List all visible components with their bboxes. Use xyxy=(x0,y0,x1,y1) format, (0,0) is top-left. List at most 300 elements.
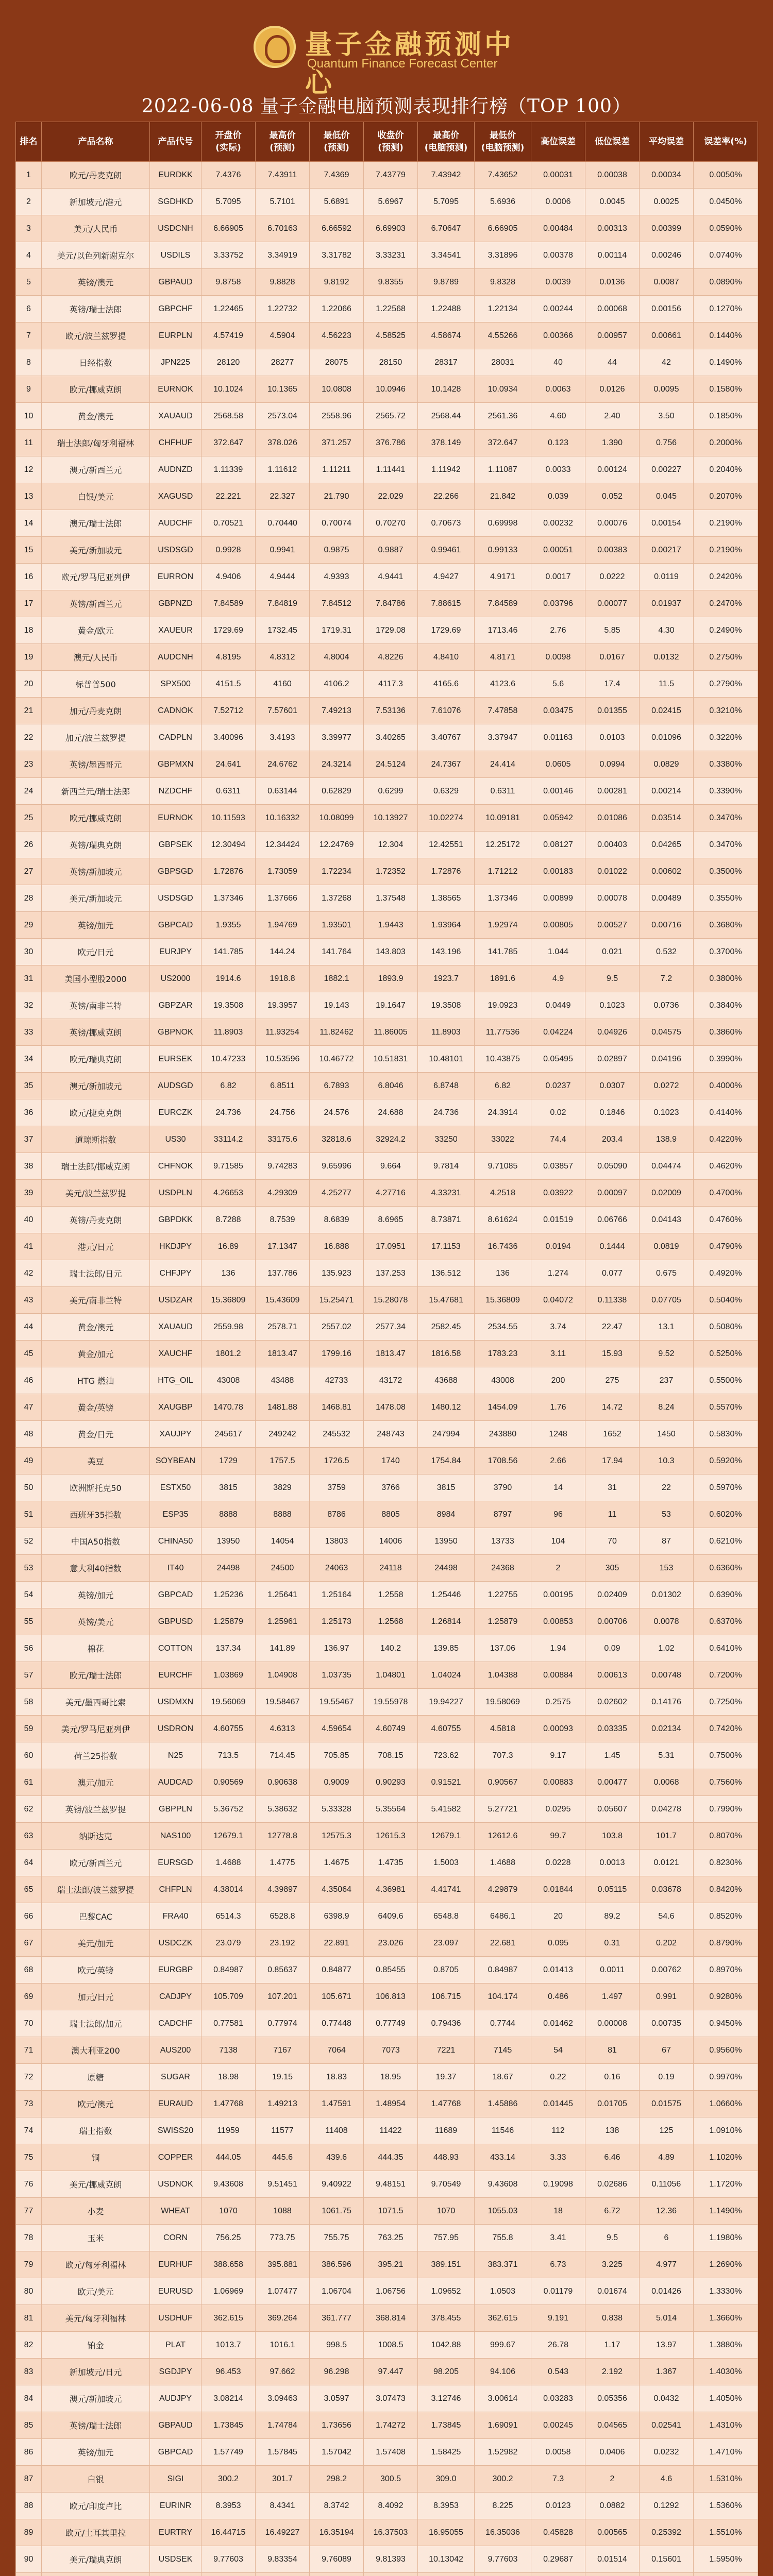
col-header-open: 开盘价 (实际) xyxy=(201,122,256,162)
cell-open: 2568.58 xyxy=(201,403,256,430)
cell-avg-err: 0.00227 xyxy=(640,456,694,483)
cell-open: 713.5 xyxy=(201,1742,256,1769)
cell-low: 22.891 xyxy=(310,1930,364,1957)
cell-avg-err: 0.04196 xyxy=(640,1046,694,1073)
cell-err-rate: 0.3210% xyxy=(694,698,758,724)
cell-code: GBPUSD xyxy=(150,1608,201,1635)
cell-low: 1.06704 xyxy=(310,2278,364,2305)
cell-close: 19.1647 xyxy=(364,992,418,1019)
cell-high: 24.6762 xyxy=(256,751,310,778)
cell-avg-err: 9.52 xyxy=(640,1341,694,1367)
cell-name: 英镑/加元 xyxy=(42,2439,150,2466)
cell-low: 998.5 xyxy=(310,2332,364,2359)
ranking-table-wrap xyxy=(15,122,758,2576)
cell-rank: 47 xyxy=(16,1394,42,1421)
cell-close: 1.48954 xyxy=(364,2091,418,2117)
cell-low: 755.75 xyxy=(310,2225,364,2251)
cell-high: 2573.04 xyxy=(256,403,310,430)
cell-code: GBPNZD xyxy=(150,590,201,617)
cell-err-rate: 0.7250% xyxy=(694,1689,758,1716)
cell-name: 欧元/丹麦克朗 xyxy=(42,162,150,189)
cell-name xyxy=(42,2573,150,2576)
cell-low-err: 0.0167 xyxy=(585,644,640,671)
cell-open: 8.7288 xyxy=(201,1207,256,1233)
cell-high: 3.34919 xyxy=(256,242,310,269)
cell-name: 欧元/挪威克朗 xyxy=(42,376,150,403)
cell-rank: 31 xyxy=(16,965,42,992)
cell-high-err: 0.00378 xyxy=(531,242,585,269)
cell-high-fc: 9.70549 xyxy=(418,2171,475,2198)
cell-high: 10.1365 xyxy=(256,376,310,403)
cell-low-fc: 9.71085 xyxy=(475,1153,531,1180)
cell-low-err: 9.5 xyxy=(585,2225,640,2251)
cell-low-fc: 1.22134 xyxy=(475,296,531,323)
cell-name: 澳元/加元 xyxy=(42,1769,150,1796)
cell-low-err: 0.00281 xyxy=(585,778,640,805)
cell-low-fc: 1.52982 xyxy=(475,2439,531,2466)
cell-low-err: 0.0011 xyxy=(585,1957,640,1984)
cell-code: CADNOK xyxy=(150,698,201,724)
cell-avg-err: 0.0232 xyxy=(640,2439,694,2466)
cell-open: 1.57749 xyxy=(201,2439,256,2466)
cell-low: 19.143 xyxy=(310,992,364,1019)
cell-err-rate: 1.5360% xyxy=(694,2493,758,2519)
cell-high-fc: 3.34541 xyxy=(418,242,475,269)
cell-code: EURRON xyxy=(150,564,201,590)
cell-rank: 26 xyxy=(16,832,42,858)
col-header-product-name: 产品名称 xyxy=(42,122,150,162)
table-row xyxy=(16,483,758,510)
cell-high-fc: 9.8789 xyxy=(418,269,475,296)
cell-low-fc: 1.4688 xyxy=(475,1850,531,1876)
cell-avg-err: 0.1292 xyxy=(640,2493,694,2519)
cell-rank: 87 xyxy=(16,2466,42,2493)
cell-low-fc: 362.615 xyxy=(475,2305,531,2332)
cell-name: 瑞士法郎/波兰兹罗提 xyxy=(42,1876,150,1903)
cell-close: 1.37548 xyxy=(364,885,418,912)
cell-avg-err: 0.03514 xyxy=(640,805,694,832)
cell-high-err: 54 xyxy=(531,2037,585,2064)
cell-low-fc: 4.2518 xyxy=(475,1180,531,1207)
cell-avg-err: 7.2 xyxy=(640,965,694,992)
table-row xyxy=(16,1501,758,1528)
cell-rank: 25 xyxy=(16,805,42,832)
cell-high: 0.9941 xyxy=(256,537,310,564)
cell-low-fc: 13733 xyxy=(475,1528,531,1555)
cell-high-fc: 43688 xyxy=(418,1367,475,1394)
cell-low-fc: 4123.6 xyxy=(475,671,531,698)
cell-err-rate: 0.5830% xyxy=(694,1421,758,1448)
cell-low-fc: 33022 xyxy=(475,1126,531,1153)
cell-low-err: 0.0103 xyxy=(585,724,640,751)
cell-low: 439.6 xyxy=(310,2144,364,2171)
cell-avg-err: 0.01575 xyxy=(640,2091,694,2117)
cell-name: 原糖 xyxy=(42,2064,150,2091)
cell-low: 386.596 xyxy=(310,2251,364,2278)
cell-high: 28277 xyxy=(256,349,310,376)
cell-open: 23.079 xyxy=(201,1930,256,1957)
cell-high-err: 0.00245 xyxy=(531,2412,585,2439)
cell-high: 6.8511 xyxy=(256,1073,310,1099)
cell-high-err: 0.0033 xyxy=(531,456,585,483)
cell-rank: 71 xyxy=(16,2037,42,2064)
cell-high: 11577 xyxy=(256,2117,310,2144)
cell-low: 5.6891 xyxy=(310,189,364,215)
brand-logo-row xyxy=(0,19,773,99)
cell-high-fc: 0.99461 xyxy=(418,537,475,564)
cell-high-err: 9.17 xyxy=(531,1742,585,1769)
cell-err-rate: 0.9450% xyxy=(694,2010,758,2037)
cell-rank: 32 xyxy=(16,992,42,1019)
cell-low: 1.22066 xyxy=(310,296,364,323)
cell-name: 美元/新加坡元 xyxy=(42,885,150,912)
cell-low-fc: 8797 xyxy=(475,1501,531,1528)
cell-err-rate: 0.3220% xyxy=(694,724,758,751)
cell-err-rate: 0.0050% xyxy=(694,162,758,189)
cell-open: 2559.98 xyxy=(201,1314,256,1341)
cell-low: 141.764 xyxy=(310,939,364,965)
col-header-high-forecast: 最高价 (电脑预测) xyxy=(418,122,475,162)
cell-low-err: 0.02409 xyxy=(585,1582,640,1608)
cell-err-rate: 0.7990% xyxy=(694,1796,758,1823)
cell-high-err: 0.0194 xyxy=(531,1233,585,1260)
cell-err-rate: 0.8230% xyxy=(694,1850,758,1876)
cell-low-err xyxy=(585,2573,640,2576)
cell-name: 英镑/瑞士法郎 xyxy=(42,2412,150,2439)
cell-avg-err: 5.014 xyxy=(640,2305,694,2332)
cell-low: 705.85 xyxy=(310,1742,364,1769)
cell-err-rate: 0.8970% xyxy=(694,1957,758,1984)
cell-open: 444.05 xyxy=(201,2144,256,2171)
cell-name: 欧元/土耳其里拉 xyxy=(42,2519,150,2546)
cell-low-fc: 0.84987 xyxy=(475,1957,531,1984)
cell-avg-err: 0.02134 xyxy=(640,1716,694,1742)
cell-code: CHFHUF xyxy=(150,430,201,456)
cell-low-err: 0.00078 xyxy=(585,885,640,912)
cell-low: 6.66592 xyxy=(310,215,364,242)
cell-high: 1.07477 xyxy=(256,2278,310,2305)
cell-high: 1757.5 xyxy=(256,1448,310,1475)
cell-rank: 85 xyxy=(16,2412,42,2439)
cell-avg-err: 0.00246 xyxy=(640,242,694,269)
cell-close: 10.13927 xyxy=(364,805,418,832)
table-row xyxy=(16,2278,758,2305)
cell-name: 加元/波兰兹罗提 xyxy=(42,724,150,751)
cell-low: 1.37268 xyxy=(310,885,364,912)
cell-err-rate: 0.1850% xyxy=(694,403,758,430)
table-row xyxy=(16,1528,758,1555)
cell-code: GBPZAR xyxy=(150,992,201,1019)
cell-low-fc: 0.90567 xyxy=(475,1769,531,1796)
cell-avg-err: 0.00735 xyxy=(640,2010,694,2037)
cell-low: 7.84512 xyxy=(310,590,364,617)
cell-low-err: 22.47 xyxy=(585,1314,640,1341)
cell-avg-err: 0.00399 xyxy=(640,215,694,242)
cell-low-fc: 8.61624 xyxy=(475,1207,531,1233)
table-row xyxy=(16,1421,758,1448)
cell-avg-err: 0.991 xyxy=(640,1984,694,2010)
cell-open: 4.57419 xyxy=(201,323,256,349)
cell-avg-err: 0.11056 xyxy=(640,2171,694,2198)
cell-low-fc: 10.43875 xyxy=(475,1046,531,1073)
cell-high: 1088 xyxy=(256,2198,310,2225)
cell-err-rate: 0.3380% xyxy=(694,751,758,778)
cell-name: 美元/挪威克朗 xyxy=(42,2171,150,2198)
cell-high: 1.49213 xyxy=(256,2091,310,2117)
cell-high-fc: 139.85 xyxy=(418,1635,475,1662)
cell-low-err: 0.00038 xyxy=(585,162,640,189)
cell-avg-err: 0.00762 xyxy=(640,1957,694,1984)
table-row xyxy=(16,2010,758,2037)
cell-low-fc: 6486.1 xyxy=(475,1903,531,1930)
cell-code: SPX500 xyxy=(150,671,201,698)
cell-name: 澳元/新西兰元 xyxy=(42,456,150,483)
cell-low-fc: 16.7436 xyxy=(475,1233,531,1260)
cell-low-fc: 22.681 xyxy=(475,1930,531,1957)
table-row xyxy=(16,778,758,805)
cell-err-rate: 0.0890% xyxy=(694,269,758,296)
cell-high: 1.73059 xyxy=(256,858,310,885)
cell-avg-err: 0.02541 xyxy=(640,2412,694,2439)
cell-low: 1719.31 xyxy=(310,617,364,644)
cell-high-fc: 24.736 xyxy=(418,1099,475,1126)
cell-err-rate: 1.5950% xyxy=(694,2546,758,2573)
cell-high: 2578.71 xyxy=(256,1314,310,1341)
cell-high-err: 4.9 xyxy=(531,965,585,992)
cell-avg-err: 0.00154 xyxy=(640,510,694,537)
cell-open: 9.77603 xyxy=(201,2546,256,2573)
table-row xyxy=(16,1796,758,1823)
cell-name: 欧元/新西兰元 xyxy=(42,1850,150,1876)
cell-avg-err: 237 xyxy=(640,1367,694,1394)
cell-code: USDSGD xyxy=(150,537,201,564)
cell-high-fc: 98.205 xyxy=(418,2359,475,2385)
table-row xyxy=(16,1850,758,1876)
cell-low: 24.3214 xyxy=(310,751,364,778)
cell-open: 0.84987 xyxy=(201,1957,256,1984)
cell-close: 7.53136 xyxy=(364,698,418,724)
cell-low: 1799.16 xyxy=(310,1341,364,1367)
cell-low: 4.9393 xyxy=(310,564,364,590)
cell-avg-err: 0.03678 xyxy=(640,1876,694,1903)
cell-err-rate: 0.7420% xyxy=(694,1716,758,1742)
cell-avg-err: 0.532 xyxy=(640,939,694,965)
cell-name: 澳元/瑞士法郎 xyxy=(42,510,150,537)
cell-high-err: 0.01519 xyxy=(531,1207,585,1233)
cell-close: 3.33231 xyxy=(364,242,418,269)
cell-avg-err: 1.02 xyxy=(640,1635,694,1662)
cell-rank: 43 xyxy=(16,1287,42,1314)
cell-name: HTG 燃油 xyxy=(42,1367,150,1394)
cell-low-err: 14.72 xyxy=(585,1394,640,1421)
table-row xyxy=(16,1260,758,1287)
cell-code: XAUAUD xyxy=(150,1314,201,1341)
cell-low: 1.03735 xyxy=(310,1662,364,1689)
cell-low: 361.777 xyxy=(310,2305,364,2332)
cell-high: 0.85637 xyxy=(256,1957,310,1984)
cell-open: 7.52712 xyxy=(201,698,256,724)
cell-high-err: 5.6 xyxy=(531,671,585,698)
cell-high-err: 0.0006 xyxy=(531,189,585,215)
cell-high-err: 2.66 xyxy=(531,1448,585,1475)
table-row xyxy=(16,2117,758,2144)
cell-err-rate: 1.4710% xyxy=(694,2439,758,2466)
cell-high-err: 0.01844 xyxy=(531,1876,585,1903)
cell-high-err: 0.03796 xyxy=(531,590,585,617)
cell-code: GBPPLN xyxy=(150,1796,201,1823)
cell-name: 欧元/匈牙利福林 xyxy=(42,2251,150,2278)
cell-low-fc: 372.647 xyxy=(475,430,531,456)
cell-avg-err: 0.01302 xyxy=(640,1582,694,1608)
cell-err-rate: 0.0450% xyxy=(694,189,758,215)
cell-high: 24500 xyxy=(256,1555,310,1582)
cell-low-fc: 28031 xyxy=(475,349,531,376)
cell-open: 13950 xyxy=(201,1528,256,1555)
table-row xyxy=(16,751,758,778)
cell-close: 2577.34 xyxy=(364,1314,418,1341)
cell-code: EURNOK xyxy=(150,805,201,832)
cell-open: 1.22465 xyxy=(201,296,256,323)
cell-open: 19.3508 xyxy=(201,992,256,1019)
cell-code: USDCZK xyxy=(150,1930,201,1957)
cell-high-fc: 0.79436 xyxy=(418,2010,475,2037)
cell-low: 4106.2 xyxy=(310,671,364,698)
page-header xyxy=(0,0,773,133)
cell-open: 137.34 xyxy=(201,1635,256,1662)
cell-code: USDRON xyxy=(150,1716,201,1742)
cell-err-rate: 0.5570% xyxy=(694,1394,758,1421)
cell-high-err: 96 xyxy=(531,1501,585,1528)
cell-open: 141.785 xyxy=(201,939,256,965)
cell-err-rate: 0.6210% xyxy=(694,1528,758,1555)
cell-err-rate: 1.4050% xyxy=(694,2385,758,2412)
cell-code: EURSEK xyxy=(150,1046,201,1073)
cell-low: 3759 xyxy=(310,1475,364,1501)
cell-close: 9.81393 xyxy=(364,2546,418,2573)
cell-high-err: 0.0017 xyxy=(531,564,585,590)
cell-avg-err: 6 xyxy=(640,2225,694,2251)
cell-low-err: 0.00077 xyxy=(585,590,640,617)
cell-close: 248743 xyxy=(364,1421,418,1448)
cell-high-err: 99.7 xyxy=(531,1823,585,1850)
cell-close: 2565.72 xyxy=(364,403,418,430)
cell-low: 1.72234 xyxy=(310,858,364,885)
cell-avg-err: 4.30 xyxy=(640,617,694,644)
cell-high-err: 3.33 xyxy=(531,2144,585,2171)
cell-err-rate: 0.4700% xyxy=(694,1180,758,1207)
table-row xyxy=(16,885,758,912)
cell-err-rate: 0.5080% xyxy=(694,1314,758,1341)
cell-code: HKDJPY xyxy=(150,1233,201,1260)
cell-high-fc: 5.41582 xyxy=(418,1796,475,1823)
cell-code: CADJPY xyxy=(150,1984,201,2010)
cell-name: 黄金/加元 xyxy=(42,1341,150,1367)
cell-err-rate: 0.3990% xyxy=(694,1046,758,1073)
cell-low-err: 1.45 xyxy=(585,1742,640,1769)
cell-close: 1.2558 xyxy=(364,1582,418,1608)
cell-low: 6.7893 xyxy=(310,1073,364,1099)
cell-code: WHEAT xyxy=(150,2198,201,2225)
cell-rank: 57 xyxy=(16,1662,42,1689)
cell-high-fc: 0.91521 xyxy=(418,1769,475,1796)
cell-high-err: 0.03283 xyxy=(531,2385,585,2412)
cell-low-fc: 7.43652 xyxy=(475,162,531,189)
cell-code: EURGBP xyxy=(150,1957,201,1984)
cell-name: 黄金/澳元 xyxy=(42,403,150,430)
cell-rank: 73 xyxy=(16,2091,42,2117)
cell-name: 棉花 xyxy=(42,1635,150,1662)
table-row xyxy=(16,1046,758,1073)
cell-err-rate: 0.9560% xyxy=(694,2037,758,2064)
cell-close: 5.35564 xyxy=(364,1796,418,1823)
cell-rank: 19 xyxy=(16,644,42,671)
cell-avg-err: 87 xyxy=(640,1528,694,1555)
cell-rank: 58 xyxy=(16,1689,42,1716)
cell-open: 3.08214 xyxy=(201,2385,256,2412)
cell-low: 0.70074 xyxy=(310,510,364,537)
cell-high-fc: 15.47681 xyxy=(418,1287,475,1314)
cell-avg-err: 12.36 xyxy=(640,2198,694,2225)
cell-high-fc: 6.8748 xyxy=(418,1073,475,1099)
cell-low-err: 0.16 xyxy=(585,2064,640,2091)
cell-high-err: 0.543 xyxy=(531,2359,585,2385)
cell-high-fc: 4165.6 xyxy=(418,671,475,698)
cell-high: 3.4193 xyxy=(256,724,310,751)
cell-low-err: 70 xyxy=(585,1528,640,1555)
cell-name: 澳元/新加坡元 xyxy=(42,2385,150,2412)
cell-avg-err: 11.5 xyxy=(640,671,694,698)
cell-high-fc: 5.7095 xyxy=(418,189,475,215)
cell-close: 0.85455 xyxy=(364,1957,418,1984)
cell-open: 16.44715 xyxy=(201,2519,256,2546)
cell-low-err: 0.0013 xyxy=(585,1850,640,1876)
cell-avg-err: 0.25392 xyxy=(640,2519,694,2546)
cell-rank: 10 xyxy=(16,403,42,430)
cell-avg-err: 0.14176 xyxy=(640,1689,694,1716)
cell-close: 6.8046 xyxy=(364,1073,418,1099)
cell-code: EURINR xyxy=(150,2493,201,2519)
cell-rank: 7 xyxy=(16,323,42,349)
cell-close: 4117.3 xyxy=(364,671,418,698)
cell-name: 美国小型股2000 xyxy=(42,965,150,992)
cell-low-err: 0.01674 xyxy=(585,2278,640,2305)
cell-code: JPN225 xyxy=(150,349,201,376)
cell-rank: 81 xyxy=(16,2305,42,2332)
cell-err-rate: 0.8790% xyxy=(694,1930,758,1957)
cell-low-err: 2 xyxy=(585,2466,640,2493)
cell-low-fc: 300.2 xyxy=(475,2466,531,2493)
cell-open: 245617 xyxy=(201,1421,256,1448)
cell-name: 瑞士法郎/加元 xyxy=(42,2010,150,2037)
cell-low-fc: 4.29879 xyxy=(475,1876,531,1903)
col-header-product-code: 产品代号 xyxy=(150,122,201,162)
cell-high-err: 200 xyxy=(531,1367,585,1394)
cell-name: 黄金/英镑 xyxy=(42,1394,150,1421)
cell-err-rate: 0.6390% xyxy=(694,1582,758,1608)
cell-err-rate: 0.2040% xyxy=(694,456,758,483)
cell-code: US2000 xyxy=(150,965,201,992)
cell-low: 16.888 xyxy=(310,1233,364,1260)
cell-code: XAUGBP xyxy=(150,1394,201,1421)
cell-code: COTTON xyxy=(150,1635,201,1662)
cell-name: 澳元/新加坡元 xyxy=(42,1073,150,1099)
cell-low: 13803 xyxy=(310,1528,364,1555)
cell-rank: 59 xyxy=(16,1716,42,1742)
cell-err-rate: 0.4140% xyxy=(694,1099,758,1126)
cell-low-err: 0.05090 xyxy=(585,1153,640,1180)
table-row xyxy=(16,1957,758,1984)
cell-low-err: 305 xyxy=(585,1555,640,1582)
